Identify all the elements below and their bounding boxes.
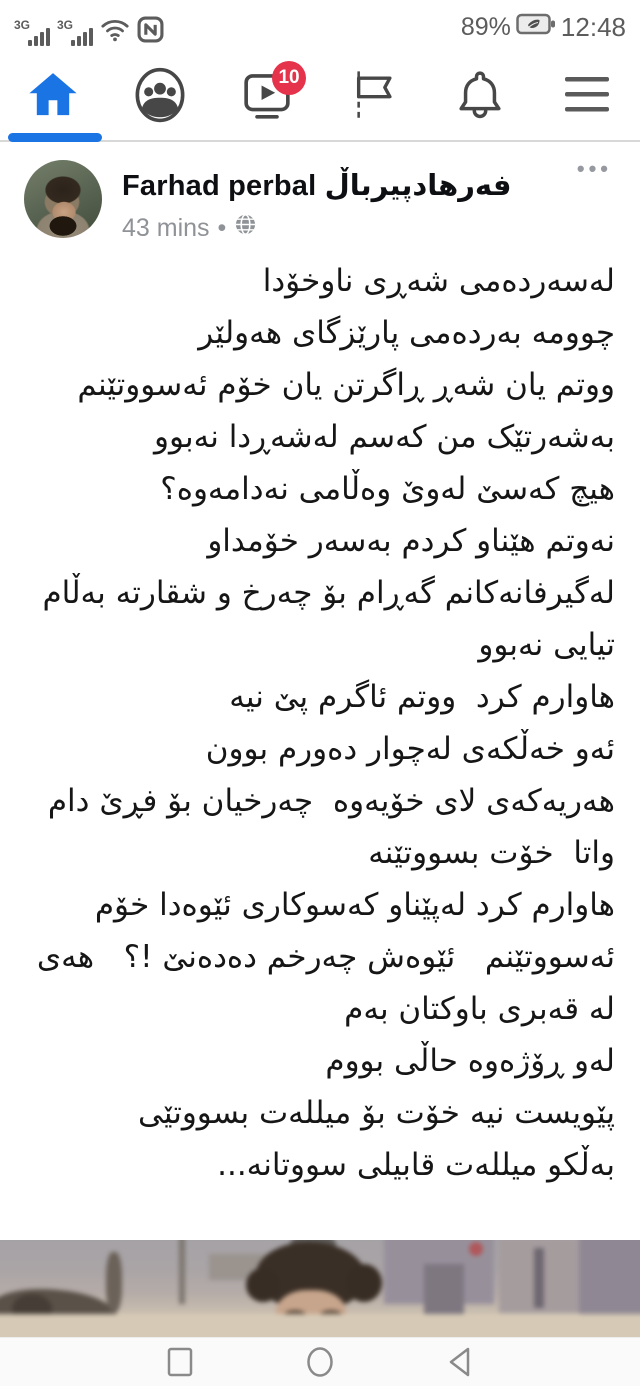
photo-art <box>0 1240 640 1337</box>
android-nav-bar <box>0 1337 640 1386</box>
post-text-line: ئەسووتێنم ئێوەش چەرخم دەدەنێ !؟ هەی <box>36 939 615 975</box>
post-meta <box>122 160 512 243</box>
post-text-line: واتا خۆت بسووتێنە <box>368 835 615 871</box>
active-tab-indicator <box>8 133 102 142</box>
globe-icon <box>234 213 257 243</box>
home-icon <box>25 67 81 128</box>
status-left-group <box>14 7 164 48</box>
post-text-line: ئەو خەڵکەی لەچوار دەورم بوون <box>205 731 615 767</box>
avatar[interactable] <box>24 160 102 238</box>
timestamp: 43 mins <box>122 213 210 242</box>
home-button[interactable] <box>299 1341 341 1383</box>
wifi-icon <box>100 15 130 48</box>
post-header <box>0 142 640 243</box>
post-photo[interactable] <box>0 1240 640 1337</box>
post-text-line: هاوارم کرد لەپێناو کەسوکاری ئێوەدا خۆم <box>94 887 615 923</box>
post-text-line: بەشەرتێک من کەسم لەشەڕدا نەبوو <box>153 419 615 455</box>
watch-badge: 10 <box>272 61 306 95</box>
network-type-label: 3G <box>57 18 74 32</box>
post-text-line: نەوتم هێناو کردم بەسەر خۆمداو <box>207 523 615 559</box>
tab-home[interactable] <box>0 55 107 140</box>
bell-icon <box>452 67 508 128</box>
post-text-line: چوومە بەردەمی پارێزگای هەولێر <box>198 315 615 351</box>
post-text-line: هیچ کەسێ لەوێ وەڵامی نەدامەوە؟ <box>160 471 615 507</box>
status-bar <box>0 0 640 55</box>
tab-menu[interactable] <box>533 55 640 140</box>
battery-percent: 89% <box>460 13 511 41</box>
tab-notifications[interactable] <box>427 55 534 140</box>
signal-icon <box>14 20 50 48</box>
friends-icon <box>131 66 189 129</box>
signal-icon <box>57 20 93 48</box>
post-text-line: لەسەردەمی شەڕی ناوخۆدا <box>262 263 615 299</box>
post-text-line: هاوارم کرد ووتم ئاگرم پێ نیە <box>229 679 615 715</box>
flag-icon <box>346 67 400 128</box>
post-text-line: لەگیرفانەکانم گەڕام بۆ چەرخ و شقارتە بەڵام <box>42 575 615 611</box>
post-text-line: تیایی نەبوو <box>478 627 615 663</box>
post-text-line: پێویست نیە خۆت بۆ میللەت بسووتێی <box>138 1095 615 1131</box>
status-right-group <box>461 12 626 43</box>
post-text-line: ووتم یان شەڕ ڕاگرتن یان خۆم ئەسووتێنم <box>77 367 615 403</box>
post-text-line: لە قەبری باوکتان بەم <box>344 991 615 1027</box>
post <box>0 142 640 1191</box>
post-options-icon[interactable]: ••• <box>576 156 612 181</box>
battery-icon <box>516 13 556 42</box>
recents-button[interactable] <box>159 1341 201 1383</box>
clock: 12:48 <box>560 12 626 42</box>
facebook-tab-bar <box>0 55 640 142</box>
post-text-line: لەو ڕۆژەوە حاڵی بووم <box>325 1043 615 1079</box>
hamburger-menu-icon <box>561 73 613 122</box>
post-meta-row <box>122 213 512 243</box>
tab-friends[interactable] <box>107 55 214 140</box>
post-text-line: هەریەکەی لای خۆیەوە چەرخیان بۆ فڕێ دام <box>47 783 615 819</box>
post-text <box>0 255 640 1191</box>
meta-separator: • <box>217 213 227 242</box>
post-text-line: بەڵکو میللەت قابیلی سووتانە... <box>217 1147 615 1183</box>
tab-watch[interactable] <box>213 55 320 140</box>
back-button[interactable] <box>439 1341 481 1383</box>
nfc-icon <box>137 16 164 48</box>
network-type-label: 3G <box>14 18 31 32</box>
tab-pages[interactable] <box>320 55 427 140</box>
author-name[interactable]: Farhad perbal فەرهادپیرباڵ <box>122 170 512 202</box>
